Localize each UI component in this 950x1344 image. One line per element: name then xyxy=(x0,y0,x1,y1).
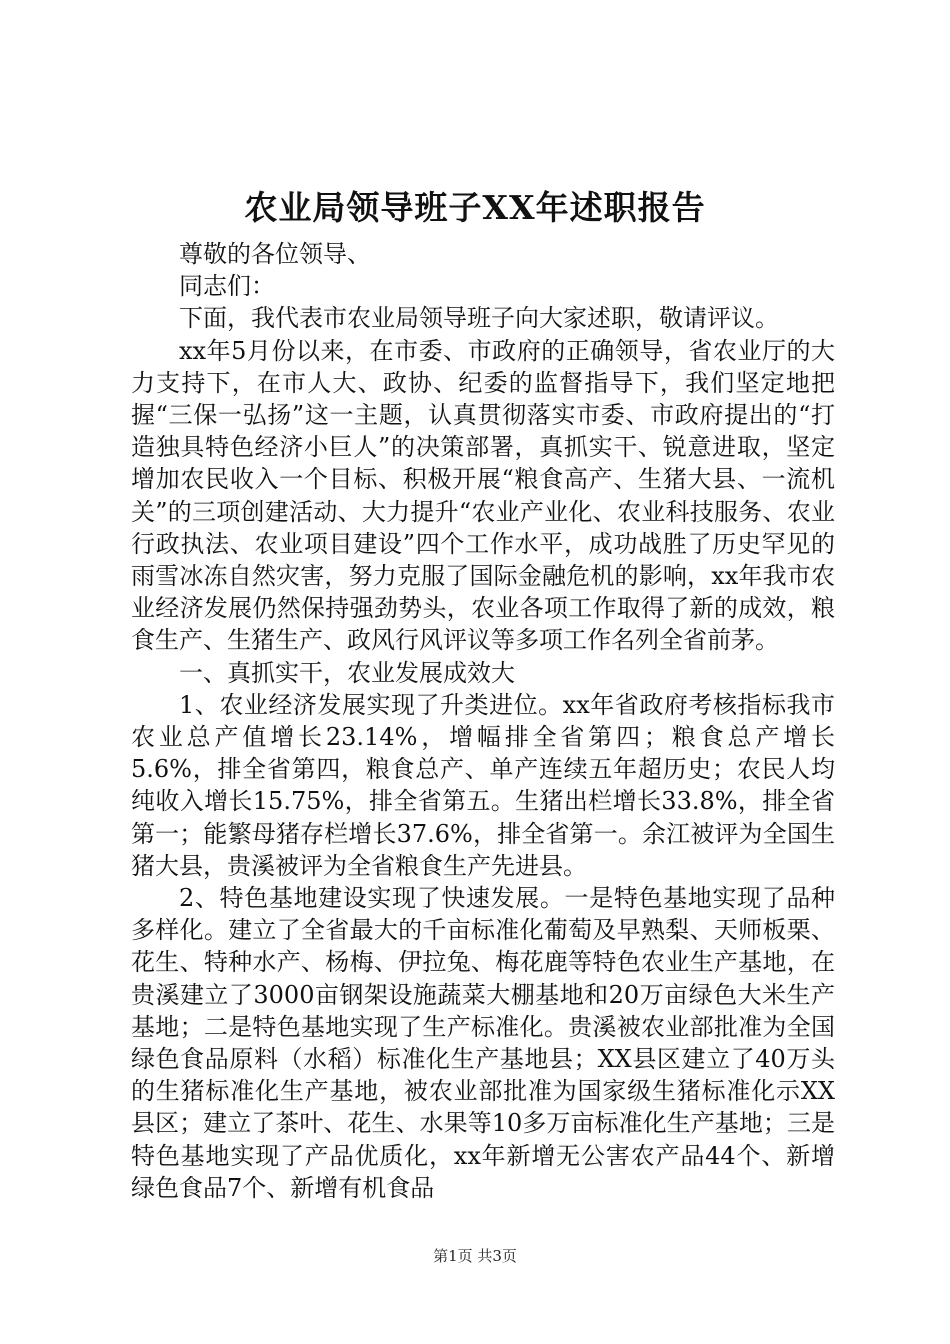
intro-paragraph: 下面，我代表市农业局领导班子向大家述职，敬请评议。 xyxy=(179,304,779,333)
page-number-footer: 第1页 共3页 xyxy=(433,1247,517,1265)
section-heading: 一、真抓实干，农业发展成效大 xyxy=(179,658,515,687)
document-body xyxy=(131,238,835,1204)
item-2-paragraph: 2、特色基地建设实现了快速发展。一是特色基地实现了品种多样化。建立了全省最大的千亩标准化葡萄及早熟梨、天师板栗、花生、特种水产、杨梅、伊拉兔、梅花鹿等特色农业生产基地，在贵溪建立了3000亩钢架设施蔬菜大棚基地和20万亩绿色大米生产基地；二是特色基地实现了生产标准化。贵溪被农业部批准为全国绿色食品原料（水稻）标准化生产基地县；XX县区建立了40万头的生猪标准化生产基地，被农业部批准为国家级生猪标准化示XX县区；建立了茶叶、花生、水果等10多万亩标准化生产基地；三是特色基地实现了产品优质化，xx年新增无公害农产品44个、新增绿色食品7个、新增有机食品 xyxy=(131,884,835,1202)
item-1-paragraph: 1、农业经济发展实现了升类进位。xx年省政府考核指标我市农业总产值增长23.14%，增幅排全省第四；粮食总产增长5.6%，排全省第四，粮食总产、单产连续五年超历史；农民人均纯收入增长15.75%，排全省第五。生猪出栏增长33.8%，排全省第一；能繁母猪存栏增长37.6%，排全省第一。余江被评为全国生猪大县，贵溪被评为全省粮食生产先进县。 xyxy=(131,690,835,880)
salutation-line-1: 尊敬的各位领导、 xyxy=(179,240,371,268)
salutation-line-2: 同志们： xyxy=(179,272,275,301)
summary-paragraph: xx年5月份以来，在市委、市政府的正确领导，省农业厅的大力支持下，在市人大、政协、纪委的监督指导下，我们坚定地把握“三保一弘扬”这一主题，认真贯彻落实市委、市政府提出的“打造独具特色经济小巨人”的决策部署，真抓实干、锐意进取，坚定增加农民收入一个目标、积极开展“粮食高产、生猪大县、一流机关”的三项创建活动、大力提升“农业产业化、农业科技服务、农业行政执法、农业项目建设”四个工作水平，成功战胜了历史罕见的雨雪冰冻自然灾害，努力克服了国际金融危机的影响，xx年我市农业经济发展仍然保持强劲势头，农业各项工作取得了新的成效，粮食生产、生猪生产、政风行风评议等多项工作名列全省前茅。 xyxy=(131,336,835,655)
document-title: 农业局领导班子XX年述职报告 xyxy=(244,188,706,227)
